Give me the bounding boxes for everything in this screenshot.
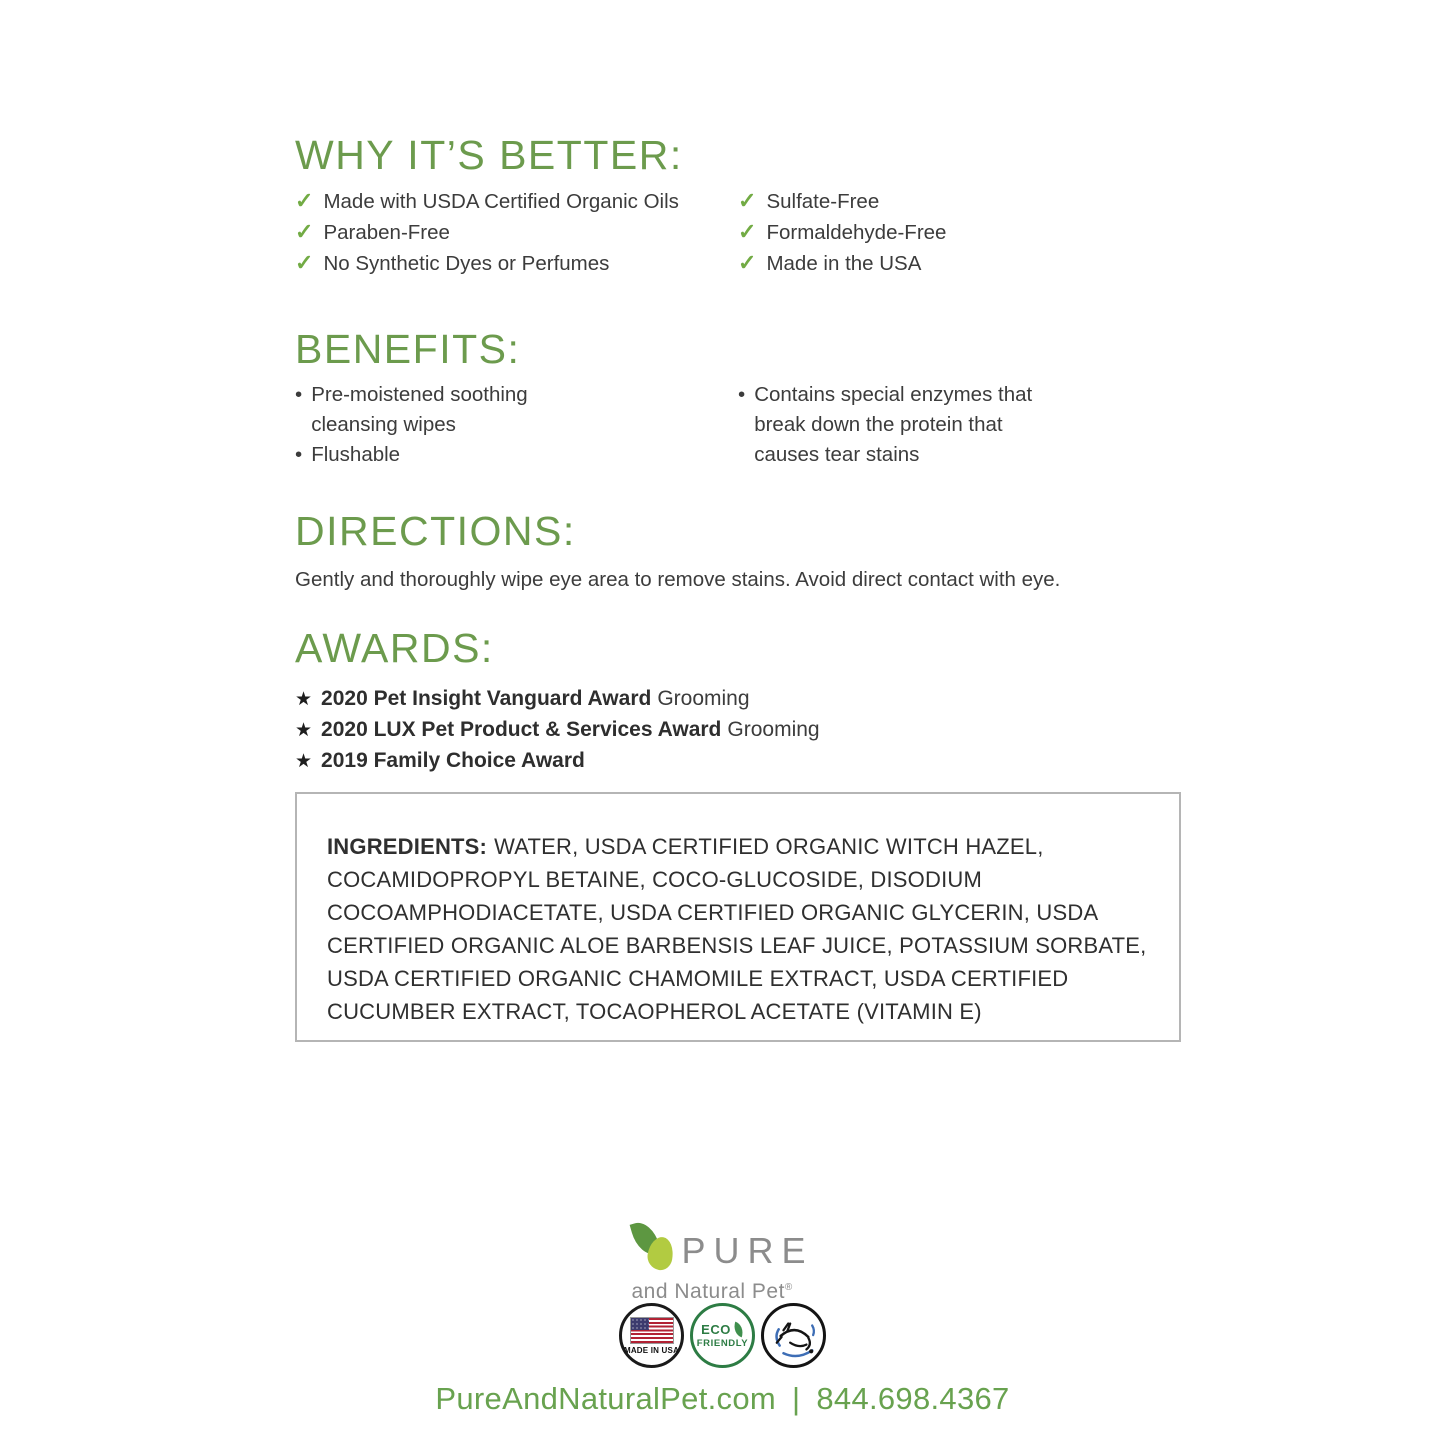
leaves-logo-icon xyxy=(631,1221,675,1277)
check-icon: ✓ xyxy=(295,219,314,244)
star-icon: ★ xyxy=(295,751,313,772)
check-list-item xyxy=(738,186,946,217)
award-item xyxy=(295,715,820,746)
check-list-item xyxy=(738,248,946,279)
ingredients-label: INGREDIENTS: xyxy=(327,834,488,859)
section-benefits xyxy=(295,327,1039,470)
eco-friendly-badge-icon xyxy=(690,1303,755,1368)
bullet-list-item xyxy=(295,380,738,440)
check-icon: ✓ xyxy=(738,250,757,275)
us-flag-icon xyxy=(630,1317,674,1344)
check-list-item xyxy=(295,217,738,248)
bullet-list-item xyxy=(295,440,738,470)
separator: | xyxy=(792,1381,801,1416)
why-right-list xyxy=(738,186,946,279)
check-list-item xyxy=(738,217,946,248)
section-directions xyxy=(295,509,1060,594)
directions-heading: DIRECTIONS: xyxy=(295,508,576,554)
section-awards xyxy=(295,626,820,777)
check-item-label: Made in the USA xyxy=(766,252,922,275)
eco-label: ECO xyxy=(701,1322,731,1337)
bullet-item-label: Pre-moistened soothing cleansing wipes xyxy=(311,383,528,436)
why-heading: WHY IT’S BETTER: xyxy=(295,132,683,178)
benefits-right-list xyxy=(738,380,1039,470)
check-item-label: Formaldehyde-Free xyxy=(766,221,947,244)
star-icon: ★ xyxy=(295,689,313,710)
made-in-usa-badge-icon xyxy=(619,1303,684,1368)
section-why-its-better xyxy=(295,133,946,279)
directions-text: Gently and thoroughly wipe eye area to remove stains. Avoid direct contact with eye. xyxy=(295,568,1061,591)
footer-contact xyxy=(0,1381,1445,1417)
awards-list xyxy=(295,684,820,777)
award-item xyxy=(295,746,820,777)
website-link[interactable]: PureAndNaturalPet.com xyxy=(435,1381,776,1416)
award-title: 2019 Family Choice Award xyxy=(321,749,585,772)
brand-logo xyxy=(0,1221,1445,1304)
awards-heading: AWARDS: xyxy=(295,625,494,671)
bullet-item-label: Contains special enzymes that break down the protein that causes tear stains xyxy=(754,383,1033,466)
check-item-label: Sulfate-Free xyxy=(766,190,880,213)
check-list-item xyxy=(295,248,738,279)
award-item xyxy=(295,684,820,715)
benefits-left-list xyxy=(295,380,738,470)
leaping-bunny-icon xyxy=(769,1314,819,1358)
check-item-label: No Synthetic Dyes or Perfumes xyxy=(323,252,610,275)
certification-badges xyxy=(0,1303,1445,1368)
ingredients-box xyxy=(295,792,1181,1042)
award-category: Grooming xyxy=(727,718,820,741)
star-icon: ★ xyxy=(295,720,313,741)
bullet-icon: • xyxy=(295,383,303,406)
registered-mark: ® xyxy=(784,1282,793,1293)
eco-leaf-icon xyxy=(731,1322,745,1338)
why-left-list xyxy=(295,186,738,279)
brand-name: PURE xyxy=(681,1230,814,1271)
friendly-label: FRIENDLY xyxy=(696,1338,749,1349)
phone-number[interactable]: 844.698.4367 xyxy=(816,1381,1010,1416)
bullet-list-item xyxy=(738,380,1039,470)
ingredients-list: WATER, USDA CERTIFIED ORGANIC WITCH HAZEL, COCAMIDOPROPYL BETAINE, COCO-GLUCOSIDE, DISODIUM COCOAMPHODIACETATE, USDA CERTIFIED ORGANIC GLYCERIN, USDA CERTIFIED ORGANIC ALOE BARBENSIS LEAF JUICE, POTASSIUM SORBATE, USDA CERTIFIED ORGANIC CHAMOMILE EXTRACT, USDA CERTIFIED CUCUMBER EXTRACT, TOCAOPHEROL ACETATE (VITAMIN E) xyxy=(327,834,1147,1024)
check-icon: ✓ xyxy=(738,188,757,213)
bullet-item-label: Flushable xyxy=(311,443,401,466)
ingredients-text xyxy=(327,830,1149,1028)
brand-tagline: and Natural Pet® xyxy=(631,1280,793,1303)
check-icon: ✓ xyxy=(295,188,314,213)
check-list-item xyxy=(295,186,738,217)
cruelty-free-bunny-badge-icon xyxy=(761,1303,826,1368)
check-item-label: Made with USDA Certified Organic Oils xyxy=(323,190,679,213)
bullet-icon: • xyxy=(738,383,746,406)
benefits-heading: BENEFITS: xyxy=(295,326,521,372)
made-in-usa-label: MADE IN USA xyxy=(623,1345,680,1355)
check-icon: ✓ xyxy=(738,219,757,244)
award-title: 2020 Pet Insight Vanguard Award xyxy=(321,687,652,710)
check-item-label: Paraben-Free xyxy=(323,221,450,244)
bullet-icon: • xyxy=(295,443,303,466)
award-category: Grooming xyxy=(657,687,750,710)
check-icon: ✓ xyxy=(295,250,314,275)
award-title: 2020 LUX Pet Product & Services Award xyxy=(321,718,722,741)
